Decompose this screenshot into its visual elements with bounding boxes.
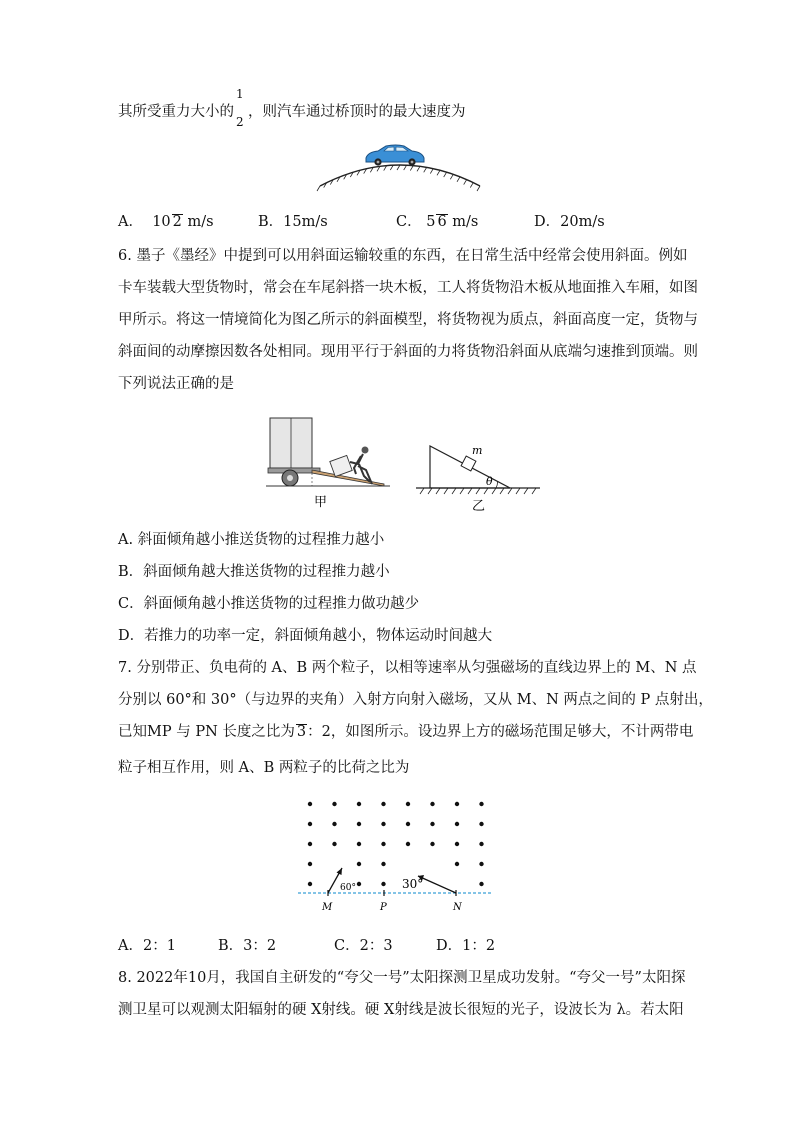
q7-line-1: 7. 分别带正、负电荷的 A、B 两个粒子，以相等速率从匀强磁场的直线边界上的 M、N 点 xyxy=(118,660,697,676)
q5-option-a xyxy=(118,212,214,232)
field-dot xyxy=(381,862,385,866)
fig-label-yi: 乙 xyxy=(472,499,486,514)
q7-line-3-radicand: 3 xyxy=(296,724,307,740)
q7-line-3-prefix: 已知MP 与 PN 长度之比为 xyxy=(118,724,295,740)
field-dot xyxy=(308,802,312,806)
fig-label-m: m xyxy=(472,444,483,457)
q5-option-a-unit: m/s xyxy=(182,214,214,230)
car-icon xyxy=(366,145,424,166)
field-dot xyxy=(381,822,385,826)
q7-option-b: B．3：2 xyxy=(218,938,277,954)
fig-label-theta: θ xyxy=(486,475,493,488)
q5-option-a-label: A． xyxy=(118,214,143,230)
field-dot xyxy=(381,802,385,806)
field-dot xyxy=(430,842,434,846)
field-dot xyxy=(381,842,385,846)
q5-option-c-label: C． xyxy=(396,214,422,230)
q8-line-1: 8. 2022年10月，我国自主研发的“夸父一号”太阳探测卫星成功发射。“夸父一号”太阳探 xyxy=(118,970,686,986)
field-dot xyxy=(406,802,410,806)
field-dot xyxy=(455,842,459,846)
field-dot xyxy=(357,862,361,866)
field-dot xyxy=(357,822,361,826)
q8-line-2: 测卫星可以观测太阳辐射的硬 X射线。硬 X射线是波长很短的光子，设波长为 λ。若太阳 xyxy=(118,1002,684,1018)
q5-option-c xyxy=(396,212,478,232)
q7-option-d: D．1：2 xyxy=(436,938,496,954)
q6-line-2: 卡车装载大型货物时，常会在车尾斜搭一块木板，工人将货物沿木板从地面推入车厢，如图 xyxy=(118,280,698,296)
q7-line-3-suffix: ：2，如图所示。设边界上方的磁场范围足够大，不计两带电 xyxy=(307,724,694,740)
fig-label-jia: 甲 xyxy=(314,495,328,510)
field-dot xyxy=(479,842,483,846)
field-dot xyxy=(430,822,434,826)
q7-line-4: 粒子相互作用，则 A、B 两粒子的比荷之比为 xyxy=(118,760,410,776)
q6-option-d: D．若推力的功率一定，斜面倾角越小，物体运动时间越大 xyxy=(118,628,493,644)
field-dot xyxy=(455,802,459,806)
field-dot xyxy=(455,862,459,866)
bridge-arc xyxy=(317,165,480,191)
q6-line-4: 斜面间的动摩擦因数各处相同。现用平行于斜面的力将货物沿斜面从底端匀速推到顶端。则 xyxy=(118,344,698,360)
field-dot xyxy=(308,822,312,826)
q7-line-2: 分别以 60°和 30°（与边界的夹角）入射方向射入磁场，又从 M、N 两点之间的 P 点射出， xyxy=(118,692,713,708)
field-dot xyxy=(332,842,336,846)
field-dot xyxy=(308,882,312,886)
field-dot xyxy=(308,862,312,866)
q6-option-a: A. 斜面倾角越小推送货物的过程推力越小 xyxy=(118,532,385,548)
q5-fraction xyxy=(234,87,248,129)
magnetic-field-figure xyxy=(296,796,496,920)
q5-frac-den: 2 xyxy=(236,115,244,129)
field-dot xyxy=(357,842,361,846)
truck-ramp-figure xyxy=(266,414,396,514)
q6-line-5: 下列说法正确的是 xyxy=(118,376,234,392)
q6-line-1: 6. 墨子《墨经》中提到可以用斜面运输较重的东西，在日常生活中经常会使用斜面。例如 xyxy=(118,248,688,264)
field-dot xyxy=(406,842,410,846)
incline-figure xyxy=(414,440,544,514)
q5-stem-prefix: 其所受重力大小的 xyxy=(118,104,234,120)
fig-label-N: N xyxy=(453,902,462,913)
q7-option-c: C．2：3 xyxy=(334,938,393,954)
q5-option-a-coef: 10 xyxy=(152,214,171,230)
field-dot xyxy=(455,822,459,826)
q7-line-3 xyxy=(118,722,693,742)
field-dot xyxy=(430,802,434,806)
field-dot xyxy=(406,822,410,826)
field-dot xyxy=(479,862,483,866)
q5-option-c-coef: 5 xyxy=(426,214,436,230)
fig-label-M: M xyxy=(322,902,333,913)
q5-option-b: B．15m/s xyxy=(258,214,328,230)
q5-option-a-radicand: 2 xyxy=(172,214,182,230)
q7-option-a: A．2：1 xyxy=(118,938,176,954)
field-dot xyxy=(479,822,483,826)
fig-label-30: 30° xyxy=(402,877,424,891)
bridge-car-figure xyxy=(300,140,500,192)
field-dot xyxy=(308,842,312,846)
q5-option-c-unit: m/s xyxy=(447,214,479,230)
field-dot xyxy=(332,802,336,806)
field-dot xyxy=(479,882,483,886)
q5-stem-suffix: ，则汽车通过桥顶时的最大速度为 xyxy=(248,104,466,120)
field-dots xyxy=(308,802,484,886)
q5-frac-num: 1 xyxy=(236,87,244,101)
field-dot xyxy=(332,822,336,826)
field-dot xyxy=(381,882,385,886)
fig-label-P: P xyxy=(380,902,387,913)
q6-option-c: C．斜面倾角越小推送货物的过程推力做功越少 xyxy=(118,596,420,612)
field-dot xyxy=(479,802,483,806)
q5-stem xyxy=(118,87,466,129)
field-dot xyxy=(357,882,361,886)
q5-option-c-radicand: 6 xyxy=(437,214,447,230)
fig-label-60: 60° xyxy=(340,883,356,893)
q6-option-b: B．斜面倾角越大推送货物的过程推力越小 xyxy=(118,564,390,580)
particle-b-arrow xyxy=(418,875,456,893)
q5-option-d: D．20m/s xyxy=(534,214,605,230)
field-dot xyxy=(357,802,361,806)
q6-line-3: 甲所示。将这一情境简化为图乙所示的斜面模型，将货物视为质点，斜面高度一定，货物与 xyxy=(118,312,698,328)
